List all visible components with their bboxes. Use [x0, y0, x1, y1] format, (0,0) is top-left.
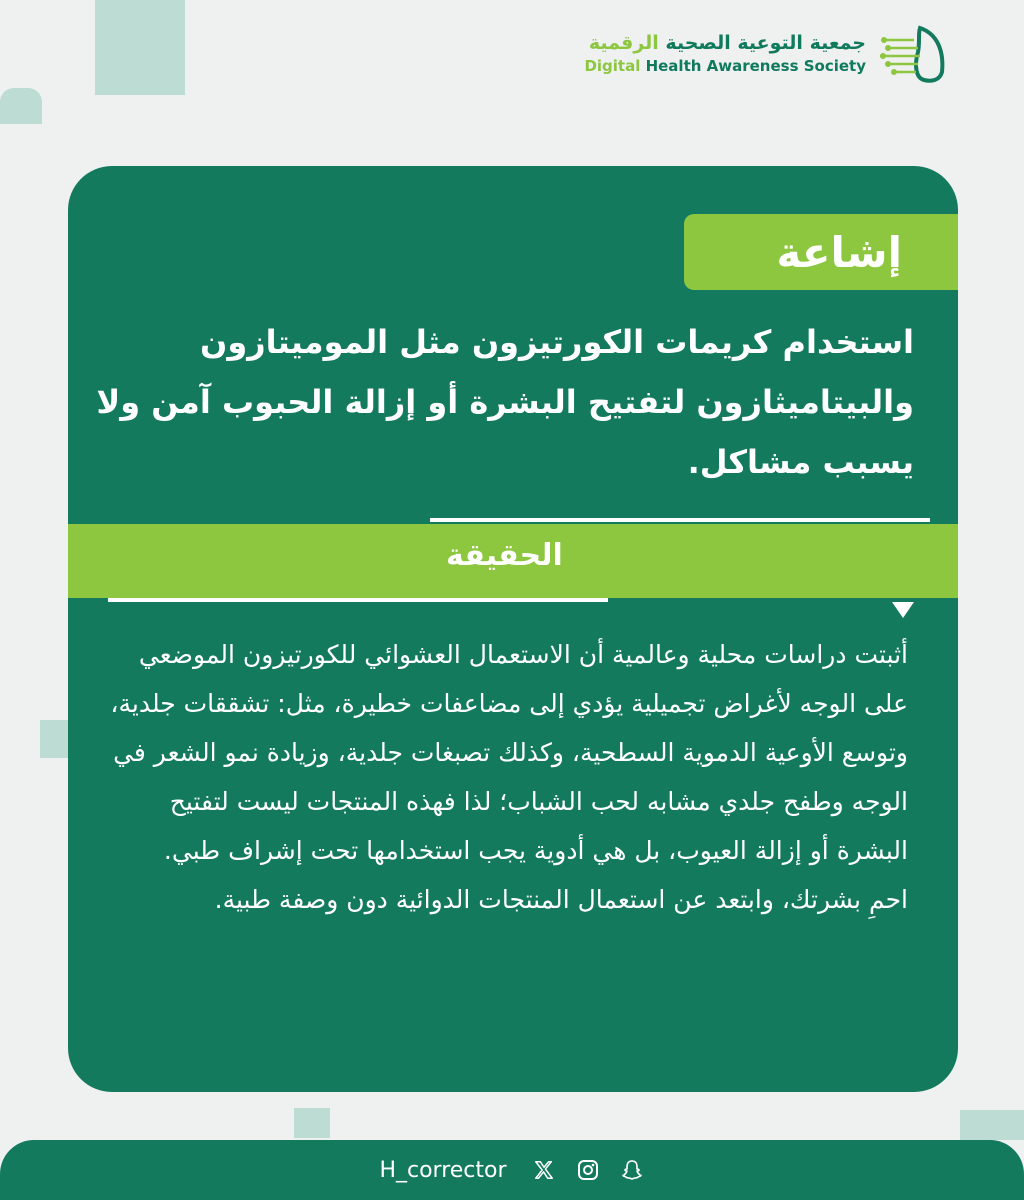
logo-arabic-name [584, 31, 866, 55]
logo-english-name [584, 55, 866, 77]
fact-paragraph-1: أثبتت دراسات محلية وعالمية أن الاستعمال العشوائي للكورتيزون الموضعي على الوجه لأغراض تجميلية يؤدي إلى مضاعفات خطيرة، مثل: تشققات جلدية، وتوسع الأوعية الدموية السطحية، وكذلك تصبغات جلدية، وزيادة نمو الشعر في الوجه وطفح جلدي مشابه لحب الشباب؛ لذا فهذه المنتجات ليست لتفتيح البشرة أو إزالة العيوب، بل هي أدوية يجب استخدامها تحت إشراف طبي. [110, 640, 908, 865]
decor-square-bottom-right [960, 1110, 1024, 1140]
pointer-triangle-icon [892, 602, 914, 618]
society-logo [584, 22, 948, 86]
logo-arabic-main: جمعية التوعية الصحية [665, 32, 866, 54]
fact-label: الحقيقة [446, 538, 563, 573]
rumor-fact-card [68, 166, 958, 1092]
decor-square-bottom [294, 1108, 330, 1138]
rumor-label-tag [684, 214, 958, 290]
snapchat-icon[interactable] [619, 1157, 645, 1183]
circuit-leaf-icon [880, 22, 948, 86]
divider-bottom [108, 598, 608, 602]
logo-english-highlight: Digital [584, 57, 641, 75]
fact-text [108, 630, 908, 924]
rumor-label: إشاعة [776, 227, 902, 277]
fact-paragraph-2: احمِ بشرتك، وابتعد عن استعمال المنتجات الدوائية دون وصفة طبية. [214, 885, 908, 914]
x-icon[interactable] [531, 1157, 557, 1183]
decor-square-top [95, 0, 185, 95]
logo-english-main: Health Awareness Society [645, 57, 866, 75]
instagram-icon[interactable] [575, 1157, 601, 1183]
fact-label-band [68, 524, 958, 598]
social-handle: H_corrector [379, 1157, 507, 1183]
logo-arabic-highlight: الرقمية [588, 32, 659, 54]
decor-square-mid-left [40, 720, 68, 758]
rumor-text: استخدام كريمات الكورتيزون مثل المومیتازون والبيتاميثازون لتفتيح البشرة أو إزالة الحبوب آمن ولا يسبب مشاكل. [96, 323, 914, 481]
logo-text [584, 31, 866, 77]
divider-top [430, 518, 930, 522]
decor-shape-left [0, 88, 42, 124]
footer-bar [0, 1140, 1024, 1200]
